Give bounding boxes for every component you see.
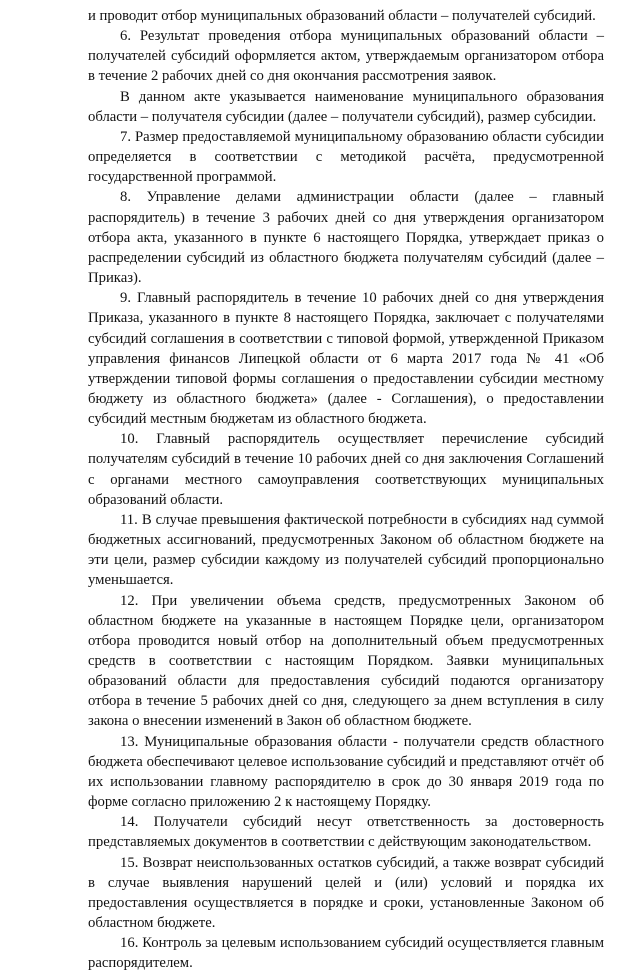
paragraph-item-9: 9. Главный распорядитель в течение 10 рабочих дней со дня утверждения Приказа, указанного в пункте 8 настоящего Порядка, заключает с получателями субсидий соглашения в соответствии с типовой формой, утвержденной Приказом управления финансов Липецкой области от 6 марта 2017 года № 41 «Об утверждении типовой формы соглашения о предоставлении субсидии местному бюджету из областного бюджета» (далее - Соглашения), о предоставлении субсидий местным бюджетам из областного бюджета. — [88, 290, 604, 428]
paragraph-item-15: 15. Возврат неиспользованных остатков субсидий, а также возврат субсидий в случае выявления нарушений целей и (или) условий и порядка их предоставления осуществляется в порядке и сроки, установленные Законом об областном бюджете. — [88, 854, 604, 932]
paragraph-item-13: 13. Муниципальные образования области - получатели средств областного бюджета обеспечивают целевое использование субсидий и представляют отчёт об их использовании главному распорядителю в срок до 30 января 2019 года по форме согласно приложению 2 к настоящему Порядку. — [88, 733, 604, 811]
paragraph-item-14: 14. Получатели субсидий несут ответственность за достоверность представляемых документов в соответствии с действующим законодательством. — [88, 814, 604, 851]
paragraph-act-contents: В данном акте указывается наименование муниципального образования области – получателя субсидии (далее – получатели субсидий), размер субсидии. — [88, 88, 604, 125]
document-page — [88, 6, 604, 974]
paragraph-item-7: 7. Размер предоставляемой муниципальному образованию области субсидии определяется в соответствии с методикой расчёта, предусмотренной государственной программой. — [88, 128, 604, 186]
paragraph-item-6: 6. Результат проведения отбора муниципальных образований области – получателей субсидий оформляется актом, утверждаемым организатором отбора в течение 2 рабочих дней со дня окончания рассмотрения заявок. — [88, 28, 604, 85]
paragraph-item-11: 11. В случае превышения фактической потребности в субсидиях над суммой бюджетных ассигнований, предусмотренных Законом об областном бюджете на эти цели, размер субсидии каждому из получателей субсидий пропорционально уменьшается. — [88, 511, 604, 589]
paragraph-item-10: 10. Главный распорядитель осуществляет перечисление субсидий получателям субсидий в течение 10 рабочих дней со дня заключения Соглашений с органами местного самоуправления соответствующих муниципальных образований области. — [88, 431, 604, 508]
paragraph-item-8: 8. Управление делами администрации области (далее – главный распорядитель) в течение 3 рабочих дней со дня утверждения организатором отбора акта, указанного в пункте 6 настоящего Порядка, утверждает приказ о распределении субсидий из областного бюджета получателям субсидий (далее – Приказ). — [88, 189, 604, 287]
paragraph-item-12: 12. При увеличении объема средств, предусмотренных Законом об областном бюджете на указанные в настоящем Порядке цели, организатором отбора проводится новый отбор на дополнительный объем предусмотренных средств в соответствии с настоящим Порядком. Заявки муниципальных образований области для предоставления субсидий подаются организатору отбора в течение 5 рабочих дней со дня, следующего за днем вступления в силу закона о внесении изменений в Закон об областном бюджете. — [88, 592, 604, 730]
paragraph-item-16: 16. Контроль за целевым использованием субсидий осуществляется главным распорядителем. — [88, 935, 604, 972]
paragraph-continuation: и проводит отбор муниципальных образований области – получателей субсидий. — [88, 8, 596, 24]
